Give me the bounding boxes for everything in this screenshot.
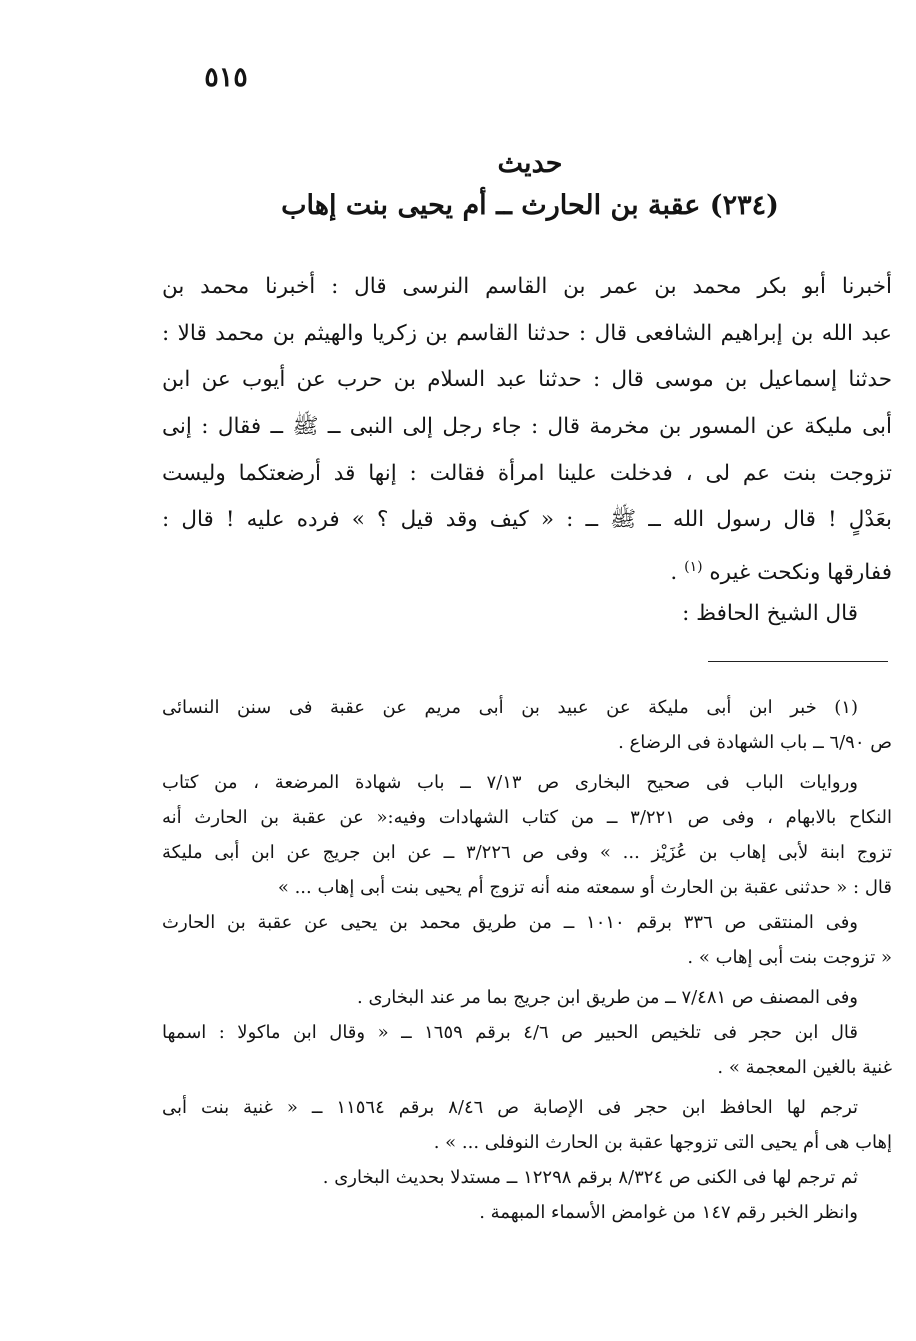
text-line: قال الشيخ الحافظ : [682,600,858,626]
text-line: عبد الله بن إبراهيم الشافعى قال : حدثنا القاسم بن زكريا والهيثم بن محمد قالا : [162,320,892,346]
section-heading: حديث [497,148,563,179]
footnote-line: غنية بالغين المعجمة » . [717,1057,892,1078]
footnote-line: « تزوجت بنت أبى إهاب » . [687,947,892,968]
footnotes [162,690,892,1230]
footnote-marker: (١) [684,559,703,576]
main-text [162,264,892,638]
text-line: أبى مليكة عن المسور بن مخرمة قال : جاء رجل إلى النبى ــ ﷺ ــ فقال : إنى [162,414,892,440]
text-line: بعَدْلٍ ! قال رسول الله ــ ﷺ ــ : « كيف وقد قيل ؟ » فرده عليه ! قال : [162,507,892,533]
hadith-title: (٢٣٤) عقبة بن الحارث ــ أم يحيى بنت إهاب [281,190,779,221]
page-number: ٥١٥ [204,62,248,93]
footnote-line: تزوج ابنة لأبى إهاب بن عُزَيْز ... » وفى ص ٣/٢٢٦ ــ عن ابن جريج عن ابن أبى مليكة [162,842,892,863]
text-line [162,544,892,591]
text-line-end: . [670,560,685,586]
text-line: حدثنا إسماعيل بن موسى قال : حدثنا عبد السلام بن حرب عن أيوب عن ابن [162,367,892,393]
footnote-line: النكاح بالابهام ، وفى ص ٣/٢٢١ ــ من كتاب الشهادات وفيه:« عن عقبة بن الحارث أنه [162,807,892,828]
text-line-segment: ففارقها ونكحت غيره [709,560,892,586]
footnote-line: قال ابن حجر فى تلخيص الحبير ص ٤/٦ برقم ١٦٥٩ ــ « وقال ابن ماكولا : اسمها [162,1022,858,1043]
footnote-line: وفى المصنف ص ٧/٤٨١ ــ من طريق ابن جريج بما مر عند البخارى . [357,987,858,1008]
footnote-line: وانظر الخبر رقم ١٤٧ من غوامض الأسماء المبهمة . [479,1202,858,1223]
footnote-line: وفى المنتقى ص ٣٣٦ برقم ١٠١٠ ــ من طريق محمد بن يحيى عن عقبة بن الحارث [162,912,859,933]
footnote-line: ص ٦/٩٠ ــ باب الشهادة فى الرضاع . [618,732,892,753]
footnote-line: ترجم لها الحافظ ابن حجر فى الإصابة ص ٨/٤٦ برقم ١١٥٦٤ ــ « غنية بنت أبى [162,1097,859,1118]
text-line: تزوجت بنت عم لى ، فدخلت علينا امرأة فقالت : إنها قد أرضعتكما وليست [162,460,892,486]
footnote-line: إهاب هى أم يحيى التى تزوجها عقبة بن الحارث النوفلى ... » . [433,1132,892,1153]
footnote-line: وروايات الباب فى صحيح البخارى ص ٧/١٣ ــ باب شهادة المرضعة ، من كتاب [162,772,858,793]
footnote-line: قال : « حدثنى عقبة بن الحارث أو سمعته منه أنه تزوج أم يحيى بنت أبى إهاب ... » [277,877,892,898]
footnote-line: ثم ترجم لها فى الكنى ص ٨/٣٢٤ برقم ١٢٢٩٨ ــ مستدلا بحديث البخارى . [322,1167,858,1188]
footnote-divider [708,661,888,662]
footnote-line: (١) خبر ابن أبى مليكة عن عبيد بن أبى مريم عن عقبة فى سنن النسائى [162,697,858,718]
text-line: أخبرنا أبو بكر محمد بن عمر بن القاسم النرسى قال : أخبرنا محمد بن [162,274,892,299]
